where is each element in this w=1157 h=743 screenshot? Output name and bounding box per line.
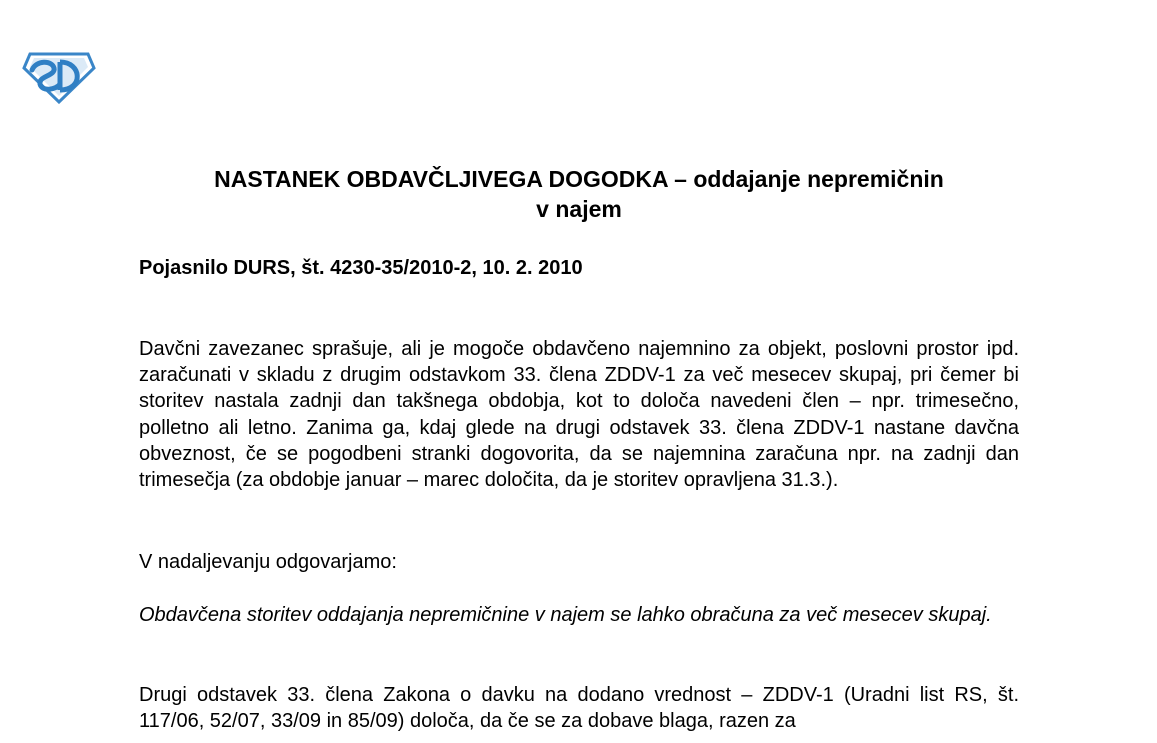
document-title [100,164,1058,224]
paragraph-answer-intro: V nadaljevanju odgovarjamo: [139,551,397,573]
sd-diamond-logo-icon [22,50,96,104]
document-subtitle: Pojasnilo DURS, št. 4230-35/2010-2, 10. 2. 2010 [139,257,583,279]
title-line-1: NASTANEK OBDAVČLJIVEGA DOGODKA – oddajanje nepremičnin [214,166,944,192]
paragraph-legal-basis: Drugi odstavek 33. člena Zakona o davku na dodano vrednost – ZDDV-1 (Uradni list RS, št. 117/06, 52/07, 33/09 in 85/09) določa, da če se za dobave blaga, razen za [139,684,1019,733]
paragraph-question: Davčni zavezanec sprašuje, ali je mogoče obdavčeno najemnino za objekt, poslovni prostor ipd. zaračunati v skladu z drugim odstavkom 33. člena ZDDV-1 za več mesecev skupaj, pri čemer bi storitev nastala zadnji dan takšnega obdobja, kot to določa navedeni člen – npr. trimesečno, polletno ali letno. Zanima ga, kdaj glede na drugi odstavek 33. člena ZDDV-1 nastane davčna obveznost, če se pogodbeni stranki dogovorita, da se najemnina zaračuna npr. na zadnji dan trimesečja (za obdobje januar – marec določita, da je storitev opravljena 31.3.). [139,338,1019,492]
title-line-2: v najem [536,196,622,222]
paragraph-answer-summary: Obdavčena storitev oddajanja nepremičnine v najem se lahko obračuna za več mesecev skupaj. [139,604,992,626]
